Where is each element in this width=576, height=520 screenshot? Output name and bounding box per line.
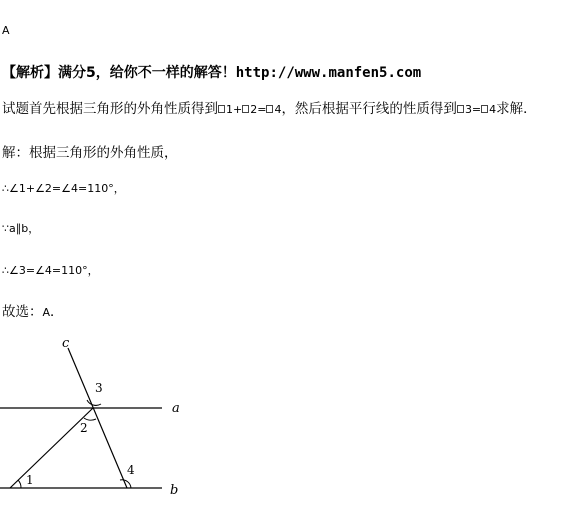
choice-prefix: 故选： bbox=[2, 304, 43, 320]
solution-intro: 解：根据三角形的外角性质， bbox=[2, 145, 178, 161]
label-1: 1 bbox=[26, 473, 34, 487]
label-c: c bbox=[62, 336, 70, 351]
analysis-text bbox=[2, 97, 537, 117]
choice-value: A bbox=[42, 306, 51, 319]
label-a: a bbox=[172, 401, 180, 416]
analysis-part2: ，然后根据平行线的性质得到 bbox=[281, 101, 457, 117]
solution-step2: ∵a∥b， bbox=[2, 222, 40, 235]
eq1-b: 2= bbox=[250, 103, 267, 116]
label-2: 2 bbox=[80, 421, 88, 435]
eq2-a: 3= bbox=[464, 103, 482, 116]
site-link[interactable]: http://www.manfen5.com bbox=[235, 65, 422, 81]
solution-step1: ∴∠1+∠2=∠4=110°， bbox=[2, 182, 125, 195]
missing-glyph-icon bbox=[218, 105, 225, 113]
missing-glyph-icon bbox=[481, 105, 488, 113]
angle-2-arc bbox=[84, 418, 96, 420]
choice-end: ． bbox=[50, 304, 64, 320]
missing-glyph-icon bbox=[457, 105, 464, 113]
solution-choice bbox=[2, 300, 64, 320]
label-b: b bbox=[170, 483, 179, 498]
header-title: 【解析】满分5，给你不一样的解答！ bbox=[2, 65, 236, 81]
solution-step3: ∴∠3=∠4=110°， bbox=[2, 264, 99, 277]
missing-glyph-icon bbox=[266, 105, 273, 113]
label-4: 4 bbox=[127, 463, 135, 477]
analysis-part3: 求解． bbox=[496, 101, 537, 117]
angle-3-arc bbox=[87, 400, 101, 405]
label-3: 3 bbox=[95, 381, 103, 395]
analysis-part1: 试题首先根据三角形的外角性质得到 bbox=[2, 101, 218, 117]
eq2-b: 4 bbox=[489, 103, 497, 116]
analysis-header bbox=[2, 62, 421, 82]
eq1-c: 4 bbox=[274, 103, 282, 116]
geometry-figure bbox=[0, 330, 576, 520]
angle-1-arc bbox=[18, 480, 21, 488]
missing-glyph-icon bbox=[242, 105, 249, 113]
eq1-a: 1+ bbox=[226, 103, 243, 116]
answer-label: A bbox=[2, 24, 10, 37]
transversal-segment bbox=[10, 408, 93, 488]
line-c bbox=[68, 348, 127, 488]
